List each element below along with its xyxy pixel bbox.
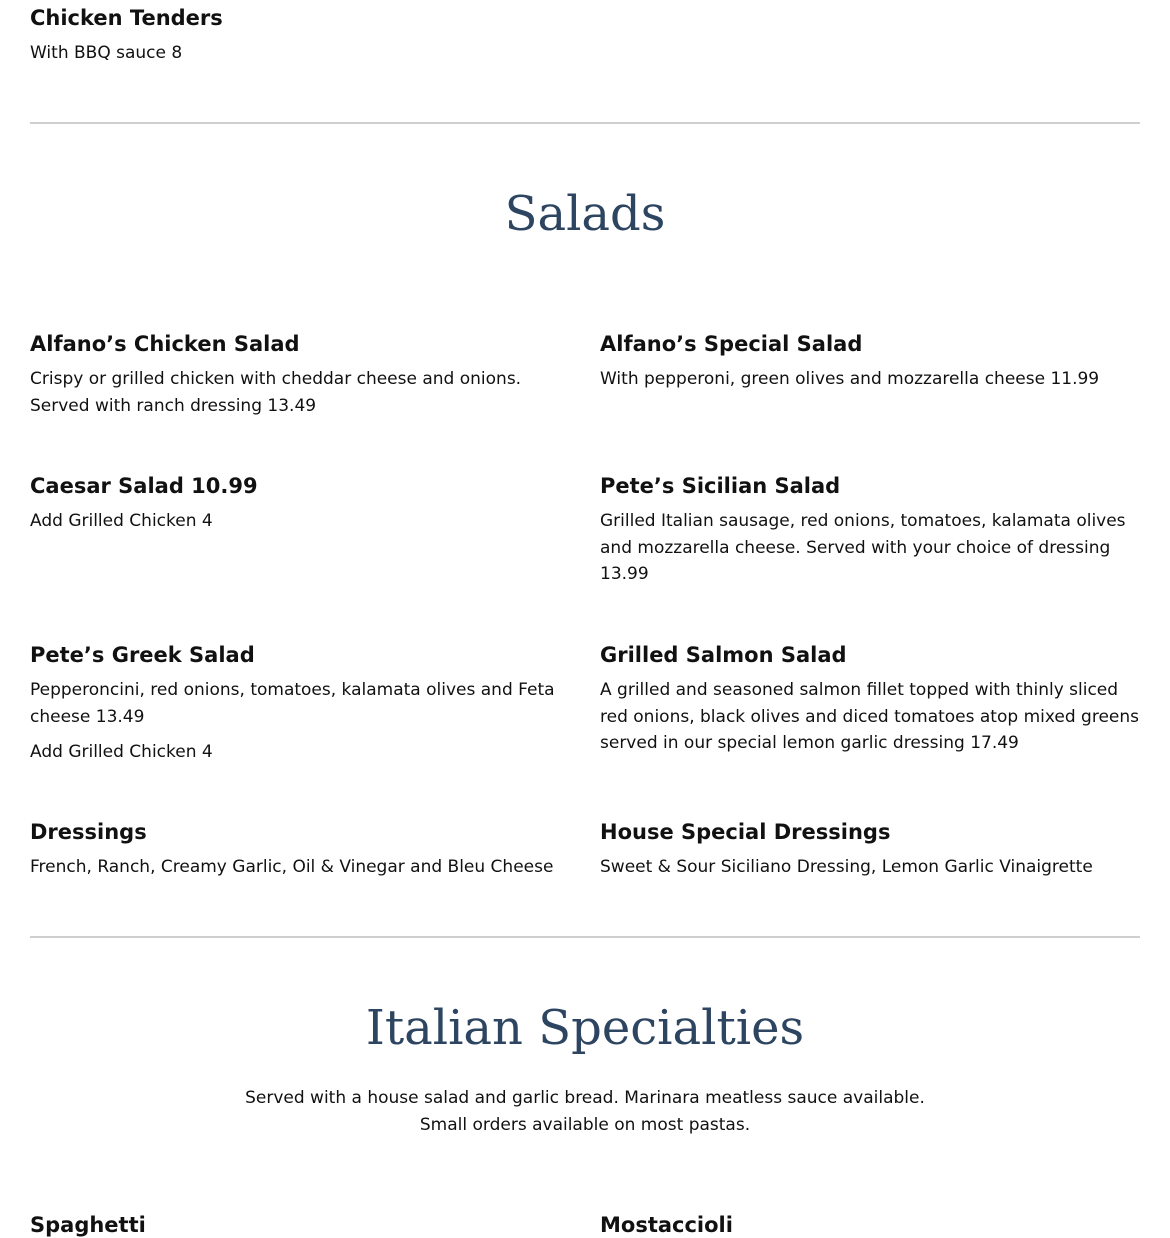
item-title: Mostaccioli bbox=[600, 1213, 733, 1237]
item-description: Pepperoncini, red onions, tomatoes, kalamata olives and Feta cheese 13.49 bbox=[30, 680, 555, 727]
item-description: Sweet & Sour Siciliano Dressing, Lemon Garlic Vinaigrette bbox=[600, 857, 1093, 877]
section-divider bbox=[30, 936, 1140, 938]
item-description: Grilled Italian sausage, red onions, tomatoes, kalamata olives and mozzarella cheese. Served with your choice of dressing 13.99 bbox=[600, 511, 1126, 584]
item-title: Chicken Tenders bbox=[30, 6, 223, 30]
section-heading-salads: Salads bbox=[504, 186, 666, 242]
section-intro-line: Small orders available on most pastas. bbox=[419, 1115, 751, 1135]
item-title: Alfano’s Chicken Salad bbox=[30, 332, 300, 356]
section-heading-italian-specialties: Italian Specialties bbox=[365, 1000, 805, 1056]
item-title: Dressings bbox=[30, 820, 147, 844]
item-description: Crispy or grilled chicken with cheddar cheese and onions. Served with ranch dressing 13.49 bbox=[30, 369, 522, 416]
section-divider bbox=[30, 122, 1140, 124]
item-description: With pepperoni, green olives and mozzarella cheese 11.99 bbox=[600, 369, 1100, 389]
section-intro-line: Served with a house salad and garlic bread. Marinara meatless sauce available. bbox=[245, 1088, 925, 1108]
item-title: Pete’s Greek Salad bbox=[30, 643, 255, 667]
item-description: French, Ranch, Creamy Garlic, Oil & Vinegar and Bleu Cheese bbox=[30, 857, 554, 877]
item-title: House Special Dressings bbox=[600, 820, 891, 844]
item-description: Add Grilled Chicken 4 bbox=[30, 511, 213, 531]
item-title: Caesar Salad 10.99 bbox=[30, 474, 258, 498]
item-addon: Add Grilled Chicken 4 bbox=[30, 742, 213, 762]
item-description: With BBQ sauce 8 bbox=[30, 43, 183, 63]
item-title: Grilled Salmon Salad bbox=[600, 643, 847, 667]
item-title: Alfano’s Special Salad bbox=[600, 332, 863, 356]
item-description: A grilled and seasoned salmon fillet topped with thinly sliced red onions, black olives and diced tomatoes atop mixed greens served in our special lemon garlic dressing 17.49 bbox=[600, 680, 1140, 753]
item-title: Spaghetti bbox=[30, 1213, 146, 1237]
item-title: Pete’s Sicilian Salad bbox=[600, 474, 841, 498]
